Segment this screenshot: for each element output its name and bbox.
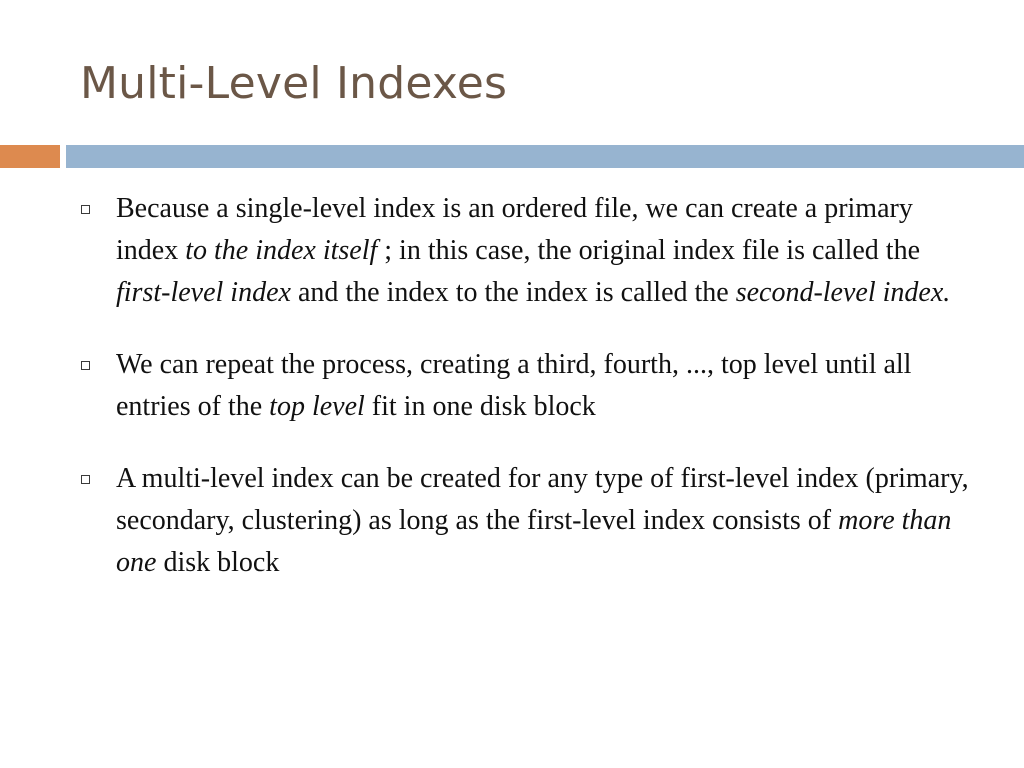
bullet-item-3 <box>79 458 979 584</box>
accent-bar-orange <box>0 145 60 168</box>
hollow-square-bullet-icon <box>81 205 90 214</box>
bullet-text-segment: fit in one disk block <box>364 391 596 422</box>
emphasis-text: first-level index <box>116 277 291 308</box>
emphasis-text: top level <box>269 391 365 422</box>
bullet-text-1 <box>116 188 979 314</box>
bullet-item-2 <box>79 344 979 428</box>
emphasis-text: to the index itself <box>185 235 378 266</box>
emphasis-text: second-level index. <box>735 277 951 308</box>
bullet-text-segment: We can repeat the process, creating a third, fourth, ..., top level until all entries of the <box>116 349 912 422</box>
hollow-square-bullet-icon <box>81 475 90 484</box>
emphasis-text: more than one <box>116 505 952 578</box>
bullet-text-segment: and the index to the index is called the <box>290 277 736 308</box>
bullet-list <box>79 188 979 614</box>
accent-bar-blue <box>66 145 1024 168</box>
slide-title: Multi-Level Indexes <box>80 58 508 109</box>
bullet-text-segment: ; in this case, the original index file is called the <box>377 235 921 266</box>
bullet-text-segment: disk block <box>156 547 280 578</box>
bullet-item-1 <box>79 188 979 314</box>
bullet-text-segment: A multi-level index can be created for any type of first-level index (primary, secondary, clustering) as long as the first-level index consists of <box>116 463 969 536</box>
bullet-text-3 <box>116 458 979 584</box>
bullet-text-2 <box>116 344 979 428</box>
hollow-square-bullet-icon <box>81 361 90 370</box>
bullet-text-segment: Because a single-level index is an ordered file, we can create a primary index <box>116 193 913 266</box>
